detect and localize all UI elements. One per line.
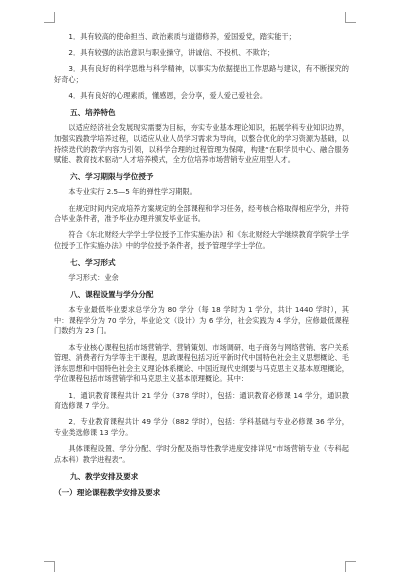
section-6-heading: 六、学习期限与学位授予 xyxy=(70,172,154,182)
crop-mark-bottom-left xyxy=(44,561,55,572)
section-8-heading: 八、课程设置与学分分配 xyxy=(70,290,154,300)
section-9-subheading: （一）理论课程教学安排及要求 xyxy=(54,487,161,497)
section-7-heading: 七、学习形式 xyxy=(70,258,116,268)
quality-item-2: 2．具有较强的法治意识与职业操守，讲诚信、不投机、不欺诈； xyxy=(68,48,275,58)
section-6-paragraph-3: 符合《东北财经大学学士学位授予工作实施办法》和《东北财经大学继续教育学院学士学位授予工作实施办法》中的学位授予条件者，授予管理学学士学位。 xyxy=(54,230,349,250)
crop-mark-top-left xyxy=(44,12,55,23)
section-9-heading: 九、教学安排及要求 xyxy=(70,471,139,481)
quality-item-3: 3．具有良好的科学思维与科学精神，以事实为依据提出工作思路与建议，有不断探究的好奇心； xyxy=(54,64,349,84)
section-6-paragraph-2: 在规定时间内完成培养方案规定的全部课程和学习任务，经考核合格取得相应学分，并符合毕业条件者，准予毕业办理并颁发毕业证书。 xyxy=(54,203,349,224)
section-6-paragraph-1: 本专业实行 2.5—5 年的弹性学习期限。 xyxy=(68,187,197,197)
section-8-paragraph-5: 具体课程设置、学分分配、学时分配及指导性教学进度安排详见“市场营销专业（专科起点本科）教学进程表”。 xyxy=(54,444,349,464)
section-5-heading: 五、培养特色 xyxy=(70,108,116,118)
document-body xyxy=(54,32,349,503)
crop-mark-top-right xyxy=(345,12,356,23)
section-8-paragraph-2: 本专业核心课程包括市场营销学、营销策划、市场调研、电子商务与网络营销、客户关系管理、消费者行为学等主干课程，思政课程包括习近平新时代中国特色社会主义思想概论、毛泽东思想和中国特色社会主义理论体系概论、中国近现代史纲要与马克思主义基本原理概论，学位课程包括市场营销学和马克思主义基本原理概论。其中： xyxy=(54,342,349,384)
crop-mark-bottom-right xyxy=(345,561,356,572)
section-7-paragraph: 学习形式：业余 xyxy=(68,273,119,283)
quality-item-4: 4．具有良好的心理素质，懂感恩，会分享，爱人爱己爱社会。 xyxy=(68,91,268,101)
section-8-paragraph-3: 1．通识教育课程共计 21 学分（378 学时），包括：通识教育必修课 14 学分，通识教育选修课 7 学分。 xyxy=(54,390,349,411)
section-8-paragraph-4: 2．专业教育课程共计 49 学分（882 学时），包括：学科基础与专业必修课 36 学分，专业类选修课 13 学分。 xyxy=(54,417,349,437)
section-5-paragraph: 以适应经济社会发展现实需要为目标，夯实专业基本理论知识，拓展学科专业知识边界，加强实践教学培养过程，以适应从业人员学习需求为导向，以整合优化的学习资源为基础，以持续迭代的教学内容为引领，以科学合理的过程管理为保障，构建“在职学员中心、融合服务赋能、教育技术驱动”人才培养模式，全方位培养市场营销专业应用型人才。 xyxy=(54,123,349,165)
section-8-paragraph-1: 本专业最低毕业要求总学分为 80 学分（每 18 学时为 1 学分，共计 1440 学时），其中：课程学分为 70 学分，毕业论文（设计）为 6 学分，社会实践为 4 学分，应修最低课程门数约为 23 门。 xyxy=(54,305,349,336)
quality-item-1: 1．具有较高的使命担当、政治素质与道德修养，爱国爱党，踏实能干； xyxy=(68,32,296,41)
